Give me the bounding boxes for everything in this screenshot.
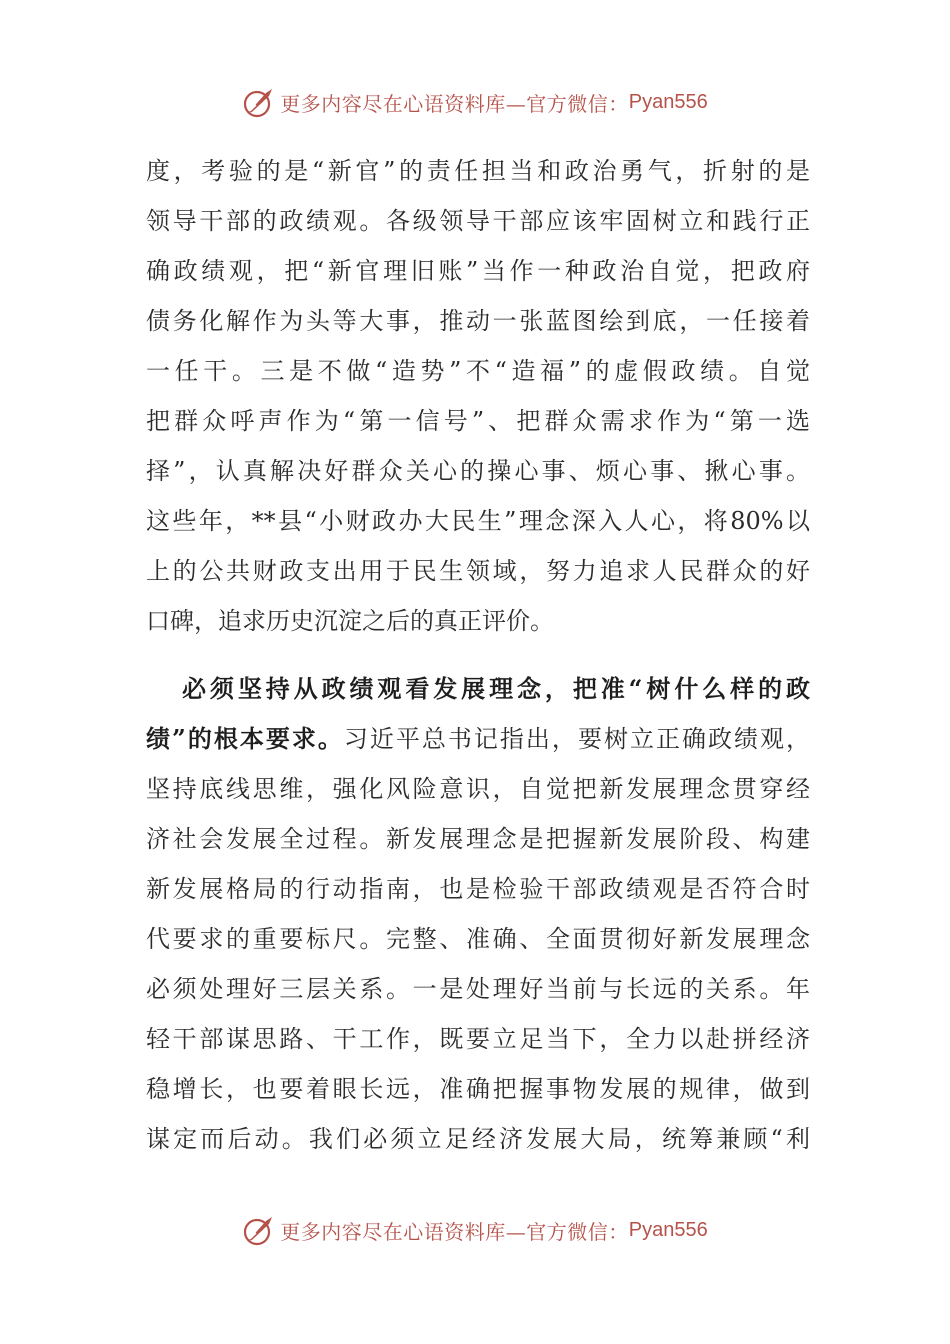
- text-line: 必须处理好三层关系。一是处理好当前与长远的关系。年: [146, 975, 810, 1003]
- wechat-id: Pyan556: [628, 1218, 708, 1241]
- text-line: 谋定而后动。我们必须立足经济发展大局，统筹兼顾“利: [146, 1125, 810, 1153]
- footer-banner: [0, 1210, 950, 1250]
- text-span: 习近平总书记指出，要树立正确政绩观，: [343, 725, 811, 753]
- banner-text: 更多内容尽在心语资料库—官方微信：: [280, 91, 629, 116]
- text-line: 领导干部的政绩观。各级领导干部应该牢固树立和践行正: [146, 207, 810, 235]
- quill-pen-logo-icon: [242, 85, 276, 119]
- text-line: 坚持底线思维，强化风险意识，自觉把新发展理念贯穿经: [146, 775, 810, 803]
- header-banner: [0, 82, 950, 122]
- text-line: 确政绩观，把“新官理旧账”当作一种政治自觉，把政府: [146, 257, 810, 285]
- text-line: 把群众呼声作为“第一信号”、把群众需求作为“第一选: [146, 407, 810, 435]
- document-body: [146, 146, 810, 1164]
- quill-pen-logo-icon: [242, 1213, 276, 1247]
- paragraph-heading-line: 必须坚持从政绩观看发展理念，把准“树什么样的政: [182, 674, 810, 703]
- text-line: 这些年，**县“小财政办大民生”理念深入人心，将80%以: [146, 507, 810, 535]
- paragraph-heading-end: 绩”的根本要求。: [146, 724, 344, 753]
- text-line: 上的公共财政支出用于民生领域，努力追求人民群众的好: [146, 557, 810, 585]
- text-line: [146, 714, 810, 764]
- wechat-id: Pyan556: [628, 90, 708, 113]
- text-line: 择”，认真解决好群众关心的操心事、烦心事、揪心事。: [146, 457, 810, 485]
- text-line: 稳增长，也要着眼长远，准确把握事物发展的规律，做到: [146, 1075, 810, 1103]
- paragraph-1: [146, 146, 810, 646]
- text-line: 债务化解作为头等大事，推动一张蓝图绘到底，一任接着: [146, 307, 810, 335]
- text-line: 轻干部谋思路、干工作，既要立足当下，全力以赴拼经济: [146, 1025, 810, 1053]
- text-line: 济社会发展全过程。新发展理念是把握新发展阶段、构建: [146, 825, 810, 853]
- text-line: 口碑，追求历史沉淀之后的真正评价。: [146, 607, 554, 635]
- text-line: 度，考验的是“新官”的责任担当和政治勇气，折射的是: [146, 157, 810, 185]
- paragraph-2: [146, 664, 810, 1164]
- text-line: 新发展格局的行动指南，也是检验干部政绩观是否符合时: [146, 875, 810, 903]
- text-line: 代要求的重要标尺。完整、准确、全面贯彻好新发展理念: [146, 925, 810, 953]
- text-line: 一任干。三是不做“造势”不“造福”的虚假政绩。自觉: [146, 357, 810, 385]
- banner-text: 更多内容尽在心语资料库—官方微信：: [280, 1219, 629, 1244]
